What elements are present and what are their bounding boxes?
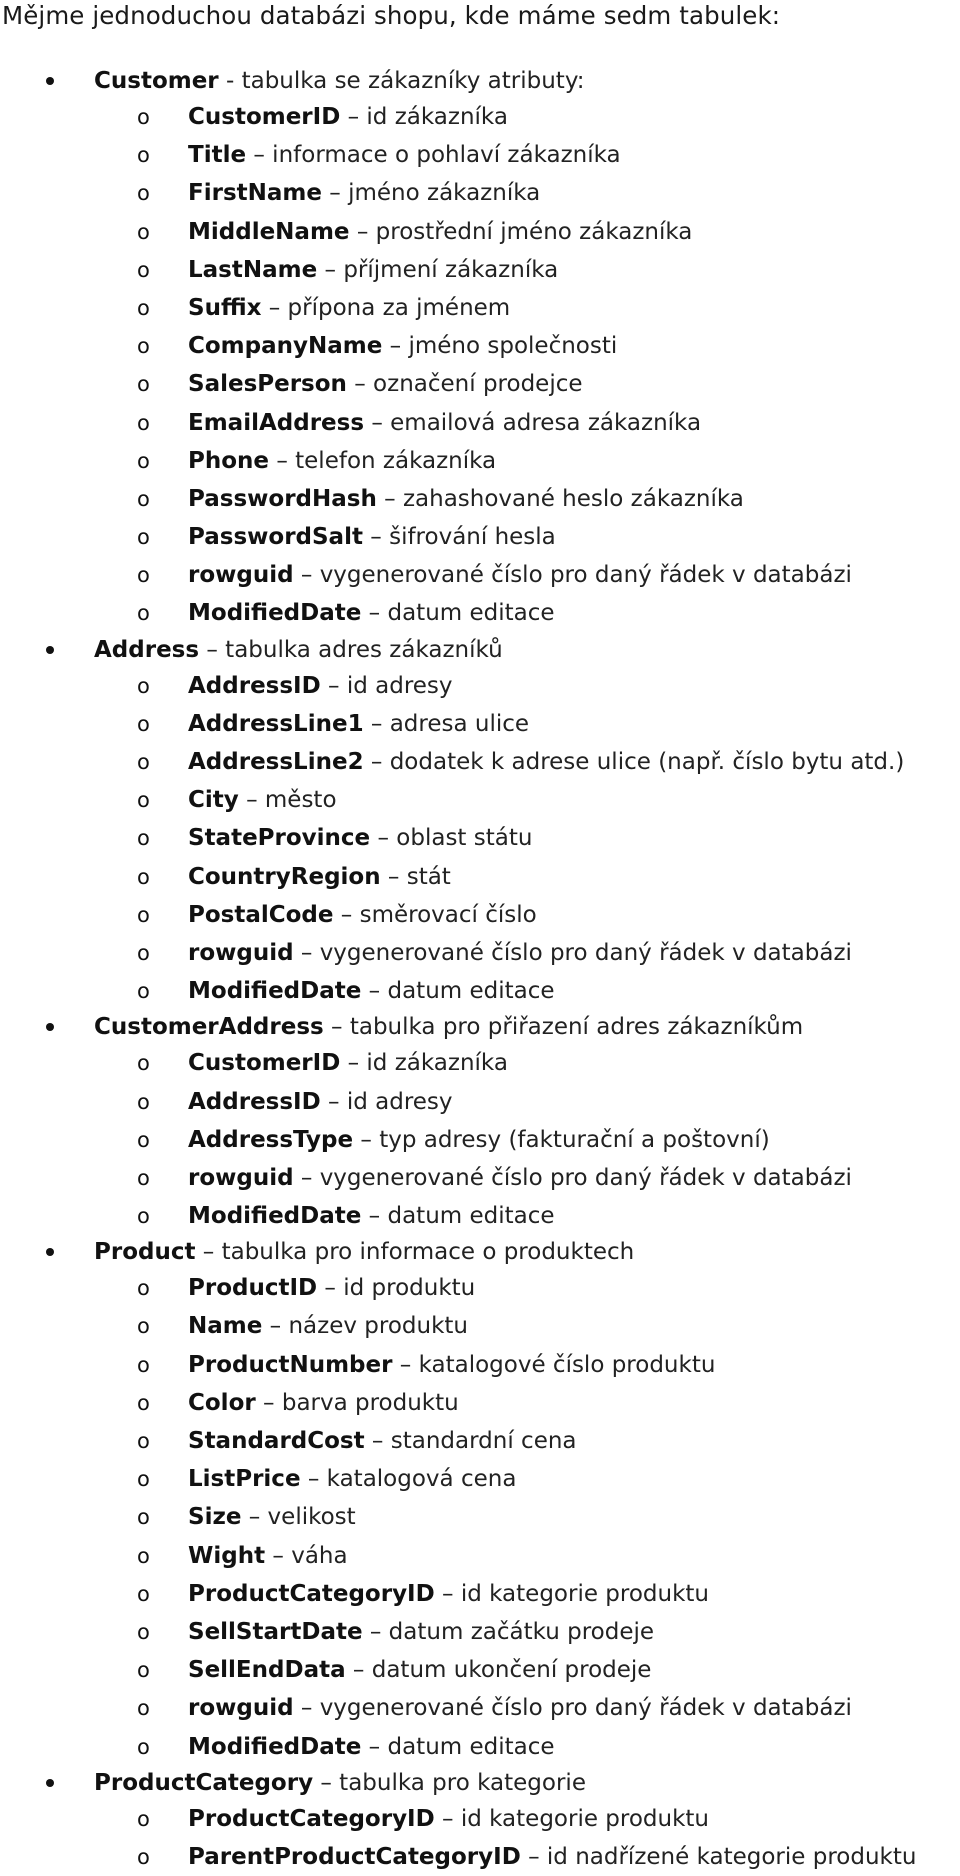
attribute-name: Size [188, 1504, 242, 1531]
circle-bullet-icon: o [137, 257, 150, 282]
attribute-description: – id adresy [320, 672, 453, 699]
attribute-description: – emailová adresa zákazníka [364, 409, 702, 436]
attribute-item [0, 972, 960, 1010]
attribute-list [0, 1800, 960, 1876]
circle-bullet-icon: o [137, 673, 150, 698]
circle-bullet-icon: o [137, 181, 150, 206]
attribute-description: – standardní cena [364, 1428, 577, 1454]
attribute-name: FirstName [188, 180, 322, 207]
attribute-description: – id nadřízené kategorie produktu [520, 1843, 917, 1870]
attribute-description: – katalogové číslo produktu [392, 1351, 716, 1378]
circle-bullet-icon: o [137, 940, 150, 965]
attribute-item [0, 934, 960, 972]
attribute-description: – id produktu [317, 1275, 476, 1302]
attribute-name: Wight [188, 1542, 266, 1569]
attribute-description: – adresa ulice [363, 710, 530, 737]
attribute-description: – datum ukončení prodeje [345, 1657, 652, 1684]
attribute-description: – označení prodejce [346, 371, 583, 398]
attribute-name: CountryRegion [188, 863, 381, 890]
table-list [0, 64, 960, 1876]
attribute-item [0, 1159, 960, 1197]
attribute-description: – id zákazníka [340, 104, 508, 130]
bullet-icon [46, 646, 54, 654]
attribute-name: ModifiedDate [188, 1733, 362, 1760]
table-description: – tabulka pro přiřazení adres zákazníkům [323, 1014, 804, 1041]
bullet-icon [46, 77, 54, 85]
attribute-item [0, 1422, 960, 1460]
attribute-item [0, 1460, 960, 1498]
table-item-productcategory [0, 1766, 960, 1876]
attribute-name: Suffix [188, 294, 262, 321]
bullet-icon [46, 1779, 54, 1787]
circle-bullet-icon: o [137, 1276, 150, 1301]
circle-bullet-icon: o [137, 448, 150, 473]
circle-bullet-icon: o [137, 1127, 150, 1152]
attribute-description: – vygenerované číslo pro daný řádek v databázi [293, 1695, 852, 1722]
attribute-name: AddressID [188, 672, 321, 699]
table-name: ProductCategory [94, 1769, 314, 1796]
attribute-item [0, 1537, 960, 1575]
attribute-description: – informace o pohlaví zákazníka [246, 142, 621, 169]
attribute-description: – název produktu [262, 1313, 468, 1340]
attribute-name: LastName [188, 256, 318, 283]
attribute-item [0, 251, 960, 289]
attribute-item [0, 1728, 960, 1766]
attribute-description: – město [238, 787, 337, 814]
circle-bullet-icon: o [137, 1505, 150, 1530]
circle-bullet-icon: o [137, 1844, 150, 1869]
attribute-description: – datum začátku prodeje [362, 1618, 655, 1645]
attribute-item [0, 1083, 960, 1121]
table-heading [0, 1010, 960, 1044]
table-description: – tabulka pro kategorie [313, 1769, 586, 1796]
attribute-description: – stát [380, 863, 451, 890]
attribute-name: CustomerID [188, 1050, 341, 1077]
circle-bullet-icon: o [137, 788, 150, 813]
circle-bullet-icon: o [137, 1051, 150, 1076]
attribute-item [0, 327, 960, 365]
attribute-name: CompanyName [188, 333, 383, 360]
attribute-name: ModifiedDate [188, 1203, 362, 1230]
attribute-name: ProductCategoryID [188, 1580, 435, 1607]
attribute-item [0, 1575, 960, 1613]
attribute-item [0, 781, 960, 819]
attribute-description: – velikost [241, 1504, 356, 1531]
bullet-icon [46, 1023, 54, 1031]
attribute-item [0, 1121, 960, 1159]
table-heading [0, 633, 960, 667]
attribute-name: StateProvince [188, 825, 371, 852]
attribute-description: – katalogová cena [300, 1466, 517, 1493]
attribute-name: AddressType [188, 1126, 354, 1153]
attribute-description: – váha [265, 1542, 348, 1569]
attribute-item [0, 136, 960, 174]
attribute-name: City [188, 787, 239, 814]
attribute-description: – barva produktu [255, 1389, 459, 1416]
attribute-description: – id kategorie produktu [434, 1805, 710, 1832]
circle-bullet-icon: o [137, 143, 150, 168]
attribute-item [0, 594, 960, 632]
attribute-description: – zahashované heslo zákazníka [376, 485, 744, 512]
attribute-name: AddressLine2 [188, 749, 364, 775]
attribute-name: MiddleName [188, 218, 350, 245]
attribute-name: AddressID [188, 1088, 321, 1115]
attribute-item [0, 819, 960, 857]
attribute-item [0, 556, 960, 594]
table-name: Product [94, 1239, 196, 1266]
attribute-description: – jméno společnosti [382, 333, 618, 360]
attribute-description: – telefon zákazníka [269, 447, 497, 474]
circle-bullet-icon: o [137, 902, 150, 927]
attribute-name: ProductID [188, 1275, 318, 1302]
circle-bullet-icon: o [137, 1619, 150, 1644]
attribute-name: rowguid [188, 939, 294, 966]
attribute-item [0, 404, 960, 442]
attribute-description: – datum editace [361, 1203, 555, 1230]
circle-bullet-icon: o [137, 563, 150, 588]
circle-bullet-icon: o [137, 1429, 150, 1453]
circle-bullet-icon: o [137, 1165, 150, 1190]
attribute-item [0, 289, 960, 327]
attribute-description: – id kategorie produktu [434, 1580, 710, 1607]
table-description: – tabulka pro informace o produktech [195, 1239, 635, 1266]
attribute-description: – datum editace [361, 1733, 555, 1760]
circle-bullet-icon: o [137, 1696, 150, 1721]
attribute-description: – jméno zákazníka [321, 180, 541, 207]
circle-bullet-icon: o [137, 295, 150, 320]
attribute-name: Title [188, 142, 247, 169]
attribute-name: ProductNumber [188, 1351, 393, 1378]
attribute-name: SellEndData [188, 1657, 346, 1684]
attribute-item [0, 896, 960, 934]
attribute-name: EmailAddress [188, 409, 365, 436]
circle-bullet-icon: o [137, 1658, 150, 1683]
circle-bullet-icon: o [137, 105, 150, 129]
attribute-description: – oblast státu [370, 825, 533, 852]
attribute-name: rowguid [188, 1695, 294, 1722]
table-item-address [0, 633, 960, 1011]
attribute-name: CustomerID [188, 104, 341, 130]
attribute-description: – prostřední jméno zákazníka [349, 218, 693, 245]
attribute-item [0, 1613, 960, 1651]
table-name: Address [94, 636, 200, 663]
attribute-item [0, 442, 960, 480]
attribute-description: – id adresy [320, 1088, 453, 1115]
attribute-name: Name [188, 1313, 263, 1340]
attribute-description: – id zákazníka [340, 1050, 508, 1077]
attribute-description: – příjmení zákazníka [317, 256, 559, 283]
circle-bullet-icon: o [137, 525, 150, 550]
table-item-customer [0, 64, 960, 633]
bullet-icon [46, 1248, 54, 1256]
attribute-description: – přípona za jménem [261, 294, 511, 321]
attribute-item [0, 1651, 960, 1689]
circle-bullet-icon: o [137, 711, 150, 736]
attribute-description: – vygenerované číslo pro daný řádek v databázi [293, 562, 852, 589]
circle-bullet-icon: o [137, 979, 150, 1004]
attribute-item [0, 1689, 960, 1727]
attribute-name: SalesPerson [188, 371, 347, 398]
circle-bullet-icon: o [137, 334, 150, 359]
circle-bullet-icon: o [137, 1734, 150, 1759]
attribute-description: – typ adresy (fakturační a poštovní) [353, 1126, 770, 1153]
attribute-name: rowguid [188, 562, 294, 589]
attribute-list [0, 667, 960, 1011]
attribute-name: StandardCost [188, 1428, 365, 1454]
attribute-item [0, 858, 960, 896]
attribute-description: – vygenerované číslo pro daný řádek v databázi [293, 939, 852, 966]
attribute-item [0, 213, 960, 251]
attribute-name: rowguid [188, 1164, 294, 1191]
table-heading [0, 1766, 960, 1800]
table-heading [0, 1235, 960, 1269]
table-item-customeraddress [0, 1010, 960, 1235]
circle-bullet-icon: o [137, 219, 150, 244]
attribute-item [0, 1197, 960, 1235]
attribute-name: ModifiedDate [188, 600, 362, 627]
circle-bullet-icon: o [137, 1204, 150, 1229]
circle-bullet-icon: o [137, 410, 150, 435]
attribute-item [0, 1498, 960, 1536]
attribute-item [0, 98, 960, 136]
circle-bullet-icon: o [137, 1089, 150, 1114]
attribute-name: SellStartDate [188, 1618, 363, 1645]
table-name: CustomerAddress [94, 1014, 324, 1041]
attribute-name: ModifiedDate [188, 978, 362, 1005]
attribute-list [0, 1269, 960, 1765]
circle-bullet-icon: o [137, 1581, 150, 1606]
table-description: – tabulka adres zákazníků [199, 636, 503, 663]
attribute-item [0, 705, 960, 743]
attribute-name: ListPrice [188, 1466, 301, 1493]
attribute-item [0, 174, 960, 212]
attribute-list [0, 98, 960, 633]
attribute-description: – datum editace [361, 978, 555, 1005]
table-heading [0, 64, 960, 98]
attribute-name: ParentProductCategoryID [188, 1843, 521, 1870]
circle-bullet-icon: o [137, 1314, 150, 1339]
attribute-name: Color [188, 1389, 256, 1416]
attribute-name: PasswordHash [188, 485, 377, 512]
attribute-description: – vygenerované číslo pro daný řádek v databázi [293, 1164, 852, 1191]
attribute-description: – šifrování hesla [362, 524, 556, 551]
attribute-name: ProductCategoryID [188, 1805, 435, 1832]
circle-bullet-icon: o [137, 826, 150, 851]
circle-bullet-icon: o [137, 486, 150, 511]
attribute-item [0, 667, 960, 705]
attribute-description: – směrovací číslo [333, 901, 537, 928]
circle-bullet-icon: o [137, 1352, 150, 1377]
attribute-item [0, 1044, 960, 1082]
attribute-name: PostalCode [188, 901, 334, 928]
circle-bullet-icon: o [137, 1806, 150, 1831]
attribute-item [0, 1384, 960, 1422]
circle-bullet-icon: o [137, 1390, 150, 1415]
attribute-description: – datum editace [361, 600, 555, 627]
attribute-item [0, 743, 960, 781]
attribute-item [0, 1307, 960, 1345]
circle-bullet-icon: o [137, 372, 150, 397]
attribute-item [0, 1800, 960, 1838]
attribute-item [0, 480, 960, 518]
intro-text: Mějme jednoduchou databázi shopu, kde máme sedm tabulek: [2, 1, 781, 30]
attribute-item [0, 1346, 960, 1384]
circle-bullet-icon: o [137, 864, 150, 889]
circle-bullet-icon: o [137, 1467, 150, 1492]
attribute-item [0, 518, 960, 556]
attribute-item [0, 365, 960, 403]
attribute-name: Phone [188, 447, 270, 474]
attribute-name: AddressLine1 [188, 710, 364, 737]
attribute-description: – dodatek k adrese ulice (např. číslo bytu atd.) [363, 749, 905, 775]
attribute-item [0, 1269, 960, 1307]
table-item-product [0, 1235, 960, 1765]
circle-bullet-icon: o [137, 750, 150, 774]
attribute-list [0, 1044, 960, 1235]
attribute-name: PasswordSalt [188, 524, 363, 551]
circle-bullet-icon: o [137, 1543, 150, 1568]
table-description: - tabulka se zákazníky atributy: [218, 68, 585, 94]
circle-bullet-icon: o [137, 601, 150, 626]
table-name: Customer [94, 68, 219, 94]
attribute-item [0, 1838, 960, 1876]
